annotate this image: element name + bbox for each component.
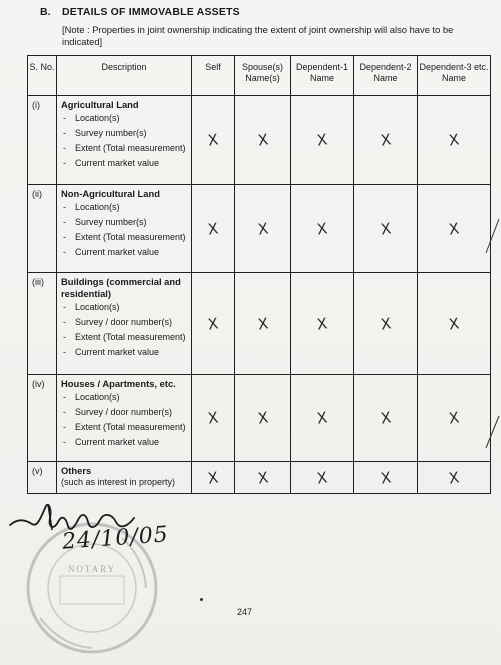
list-item: - Survey number(s) [61, 128, 188, 139]
section-letter: B. [40, 6, 51, 18]
mark-cell-self [192, 96, 235, 185]
header-self: Self [192, 56, 235, 96]
cross-mark: X [256, 313, 269, 334]
cross-mark: X [206, 408, 220, 428]
mark-cell-dependent-1 [291, 185, 354, 273]
row-sno: (iii) [28, 273, 57, 375]
cross-mark: X [206, 467, 220, 488]
row-description [57, 185, 192, 273]
cross-mark: X [315, 130, 329, 150]
header-dependent-1: Dependent-1 Name [291, 56, 354, 96]
header-sno: S. No. [28, 56, 57, 96]
row-sno: (ii) [28, 185, 57, 273]
row-category: Agricultural Land [61, 99, 139, 110]
cross-mark: X [379, 467, 392, 488]
mark-cell-dependent-3 [418, 273, 491, 375]
list-item: - Survey / door number(s) [61, 407, 188, 418]
cross-mark: X [206, 313, 220, 334]
cross-mark: X [256, 218, 269, 239]
row-sno: (iv) [28, 375, 57, 462]
mark-cell-spouse [235, 96, 291, 185]
cross-mark: X [315, 313, 329, 334]
mark-cell-self [192, 185, 235, 273]
list-item: - Extent (Total measurement) [61, 332, 188, 343]
cross-mark: X [379, 218, 392, 239]
list-item: - Location(s) [61, 113, 188, 124]
row-description [57, 96, 192, 185]
cross-mark: X [379, 313, 392, 334]
cross-mark: X [447, 130, 461, 150]
cross-mark: X [379, 130, 392, 150]
cross-mark: X [447, 408, 461, 428]
mark-cell-dependent-1 [291, 273, 354, 375]
list-item: - Extent (Total measurement) [61, 143, 188, 154]
row-description [57, 273, 192, 375]
list-item: - Survey / door number(s) [61, 317, 188, 328]
mark-cell-spouse [235, 462, 291, 494]
mark-cell-dependent-2 [354, 96, 418, 185]
header-description: Description [57, 56, 192, 96]
page-number: 247 [237, 607, 253, 617]
row-subtext: (such as interest in property) [61, 477, 176, 487]
row-category: Non-Agricultural Land [61, 188, 160, 199]
row-category: Buildings (commercial and residential) [61, 276, 181, 299]
header-spouse: Spouse(s) Name(s) [235, 56, 291, 96]
cross-mark: X [256, 467, 269, 488]
table-header-row [28, 56, 491, 96]
table-row [28, 462, 491, 494]
row-sno: (i) [28, 96, 57, 185]
list-item: - Location(s) [61, 302, 188, 313]
mark-cell-dependent-2 [354, 185, 418, 273]
list-item: - Extent (Total measurement) [61, 232, 188, 243]
cross-mark: X [206, 218, 220, 239]
mark-cell-dependent-1 [291, 462, 354, 494]
mark-cell-spouse [235, 185, 291, 273]
list-item: - Extent (Total measurement) [61, 422, 188, 433]
section-note: [Note : Properties in joint ownership indicating the extent of joint ownership will also have to be indicated] [62, 24, 454, 47]
mark-cell-dependent-2 [354, 375, 418, 462]
table-row [28, 185, 491, 273]
cross-mark: X [256, 130, 269, 150]
row-category: Houses / Apartments, etc. [61, 378, 176, 389]
list-item: - Location(s) [61, 202, 188, 213]
mark-cell-self [192, 462, 235, 494]
margin-stroke [484, 410, 501, 450]
cross-mark: X [206, 130, 220, 150]
ink-dot [200, 598, 203, 601]
list-item: - Current market value [61, 437, 188, 448]
row-description [57, 375, 192, 462]
cross-mark: X [315, 218, 329, 239]
mark-cell-dependent-3 [418, 96, 491, 185]
table-row [28, 96, 491, 185]
mark-cell-spouse [235, 375, 291, 462]
mark-cell-dependent-2 [354, 462, 418, 494]
signature-date: 24/10/05 [61, 522, 170, 555]
cross-mark: X [447, 218, 461, 239]
cross-mark: X [315, 467, 329, 488]
margin-stroke [484, 215, 501, 255]
cross-mark: X [256, 408, 269, 428]
cross-mark: X [447, 467, 461, 488]
mark-cell-self [192, 375, 235, 462]
seal-text: NOTARY [67, 564, 117, 574]
header-dependent-2: Dependent-2 Name [354, 56, 418, 96]
immovable-assets-table [27, 55, 491, 494]
row-category: Others [61, 465, 92, 476]
list-item: - Location(s) [61, 392, 188, 403]
row-description [57, 462, 192, 494]
cross-mark: X [379, 408, 392, 428]
mark-cell-self [192, 273, 235, 375]
mark-cell-dependent-1 [291, 96, 354, 185]
cross-mark: X [315, 408, 329, 428]
cross-mark: X [447, 313, 461, 334]
table-row [28, 375, 491, 462]
mark-cell-dependent-3 [418, 375, 491, 462]
list-item: - Current market value [61, 347, 188, 358]
mark-cell-dependent-3 [418, 462, 491, 494]
row-sno: (v) [28, 462, 57, 494]
list-item: - Survey number(s) [61, 217, 188, 228]
mark-cell-dependent-2 [354, 273, 418, 375]
header-dependent-3: Dependent-3 etc. Name [418, 56, 491, 96]
list-item: - Current market value [61, 158, 188, 169]
mark-cell-dependent-1 [291, 375, 354, 462]
list-item: - Current market value [61, 247, 188, 258]
mark-cell-dependent-3 [418, 185, 491, 273]
mark-cell-spouse [235, 273, 291, 375]
section-title: DETAILS OF IMMOVABLE ASSETS [62, 6, 240, 18]
table-row [28, 273, 491, 375]
